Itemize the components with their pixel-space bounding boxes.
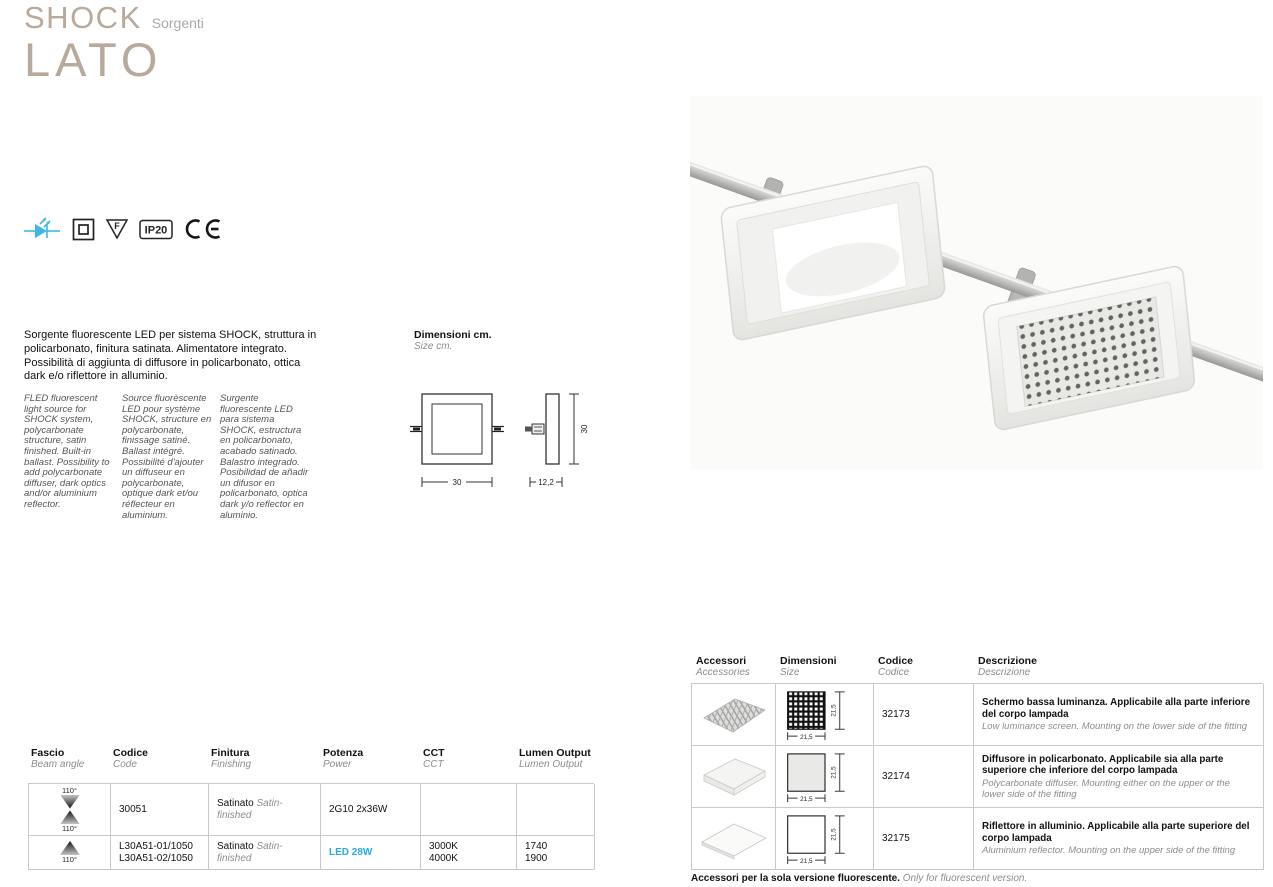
svg-text:21,5: 21,5 bbox=[799, 858, 813, 866]
accessory-image-cell bbox=[692, 808, 776, 870]
dimensions-title-en: Size cm. bbox=[414, 341, 453, 352]
beam-hourglass-icon bbox=[59, 795, 81, 824]
accessory-row-screen bbox=[692, 684, 1263, 746]
beam-angle-bottom: 110° bbox=[62, 855, 77, 864]
spec-row-led bbox=[29, 836, 594, 870]
svg-text:21,5: 21,5 bbox=[829, 766, 837, 779]
accessory-desc-cell: Riflettore in alluminio. Applicabile alla parte superiore del corpo lampada Aluminium reflector. Mounting on the upper side of the fitting bbox=[974, 808, 1264, 870]
spec-row-fluorescent bbox=[29, 784, 594, 836]
dimensions-title-it: Dimensioni cm. bbox=[414, 329, 492, 341]
beam-angle-bottom: 110° bbox=[62, 824, 77, 833]
f-mark-letter: F bbox=[114, 221, 120, 231]
cct-cell: 3000K 4000K bbox=[421, 836, 517, 870]
spec-table-header: Fascio Beam angle Codice Code Finitura Finishing Potenza Power CCT CCT Lumen Output Lumen Output bbox=[28, 747, 594, 770]
accessory-code-cell: 32175 bbox=[874, 808, 974, 870]
power-cell: LED 28W bbox=[321, 836, 421, 870]
page-header bbox=[24, 0, 204, 36]
accessory-code-cell: 32174 bbox=[874, 746, 974, 808]
power-cell: 2G10 2x36W bbox=[321, 784, 421, 836]
accessories-table bbox=[691, 655, 1263, 870]
footnote-english: Only for fluorescent version. bbox=[902, 873, 1028, 884]
accessory-dimension-cell bbox=[776, 746, 874, 808]
accessory-image-cell bbox=[692, 684, 776, 746]
accessory-code-cell: 32173 bbox=[874, 684, 974, 746]
ip20-icon bbox=[139, 219, 173, 240]
series-label: Sorgenti bbox=[151, 15, 204, 31]
col-codice: Codice bbox=[113, 747, 149, 759]
beam-angle-cell bbox=[29, 836, 111, 870]
accessory-row-reflector bbox=[692, 808, 1263, 870]
description-spanish: Surgente fluorescente LED para sistema SHOCK, estructura en policarbonato, acabado satinado. Balastro integrado. Posibilidad de añadir un difusor en policarbonato, optica dark y/o reflector en aluminio. bbox=[220, 393, 309, 521]
accessories-footnote bbox=[691, 873, 1027, 884]
certification-icons bbox=[24, 216, 223, 242]
f-mark-icon bbox=[105, 218, 129, 240]
cct-cell bbox=[421, 784, 517, 836]
brand-title: SHOCK bbox=[24, 0, 142, 35]
spec-table-body bbox=[28, 783, 594, 870]
ip-rating-label: IP20 bbox=[144, 224, 168, 236]
code-cell: 30051 bbox=[111, 784, 209, 836]
louvre-screen-icon bbox=[698, 691, 770, 739]
dimension-mini-drawing bbox=[777, 686, 873, 743]
accessories-header: Accessori Accessories Dimensioni Size Codice Codice Descrizione Descrizione bbox=[691, 655, 1263, 678]
svg-text:21,5: 21,5 bbox=[829, 704, 837, 717]
accessory-dimension-cell bbox=[776, 684, 874, 746]
dimension-mini-drawing bbox=[777, 810, 873, 867]
col-potenza: Potenza bbox=[323, 747, 364, 759]
product-photo-image bbox=[690, 96, 1263, 470]
ce-icon bbox=[183, 218, 223, 240]
led-source-icon bbox=[24, 217, 62, 241]
beam-angle-cell bbox=[29, 784, 111, 836]
description-translations bbox=[24, 394, 312, 521]
lumen-cell: 1740 1900 bbox=[517, 836, 595, 870]
col-codice-acc: Codice bbox=[878, 655, 914, 667]
finish-cell: Satinato Satin-finished bbox=[209, 836, 321, 870]
accessory-dimension-cell bbox=[776, 808, 874, 870]
lumen-cell bbox=[517, 784, 595, 836]
spec-table bbox=[28, 747, 594, 870]
col-lumen: Lumen Output bbox=[519, 747, 591, 759]
col-accessori: Accessori bbox=[696, 655, 747, 667]
beam-cone-icon bbox=[59, 841, 81, 855]
description-french: Source fluorèscente LED pour système SHOCK, structure en polycarbonate, finissage satiné. Ballast intégré. Possibilité d'ajouter un diffuseur en polycarbonate, optique dark et/ou réflecteur en aluminium. bbox=[122, 393, 212, 521]
diffuser-tray-icon bbox=[698, 753, 770, 801]
accessory-image-cell bbox=[692, 746, 776, 808]
reflector-plate-icon bbox=[698, 815, 770, 863]
accessory-row-diffuser bbox=[692, 746, 1263, 808]
col-dimensioni: Dimensioni bbox=[780, 655, 837, 667]
accessory-desc-cell: Schermo bassa luminanza. Applicabile alla parte inferiore del corpo lampada Low luminance screen. Mounting on the lower side of the fitting bbox=[974, 684, 1264, 746]
product-photo bbox=[690, 96, 1263, 470]
model-title: LATO bbox=[24, 33, 163, 86]
height-value: 30 bbox=[580, 424, 589, 434]
code-cell: L30A51-01/1050 L30A51-02/1050 bbox=[111, 836, 209, 870]
accessory-desc-cell: Diffusore in policarbonato. Applicabile sia alla parte superiore che inferiore del corpo lampada Polycarbonate diffuser. Mounting either on the upper or the lower side of the fitting bbox=[974, 746, 1264, 808]
depth-value: 12,2 bbox=[538, 478, 554, 487]
footnote-italian: Accessori per la sola versione fluorescente. bbox=[691, 873, 900, 884]
svg-text:21,5: 21,5 bbox=[829, 828, 837, 841]
description-italian: Sorgente fluorescente LED per sistema SHOCK, struttura in policarbonato, finitura satinata. Alimentatore integrato. Possibilità di aggiunta di diffusore in policarbonato, ottica dark e/o riflettore in alluminio. bbox=[24, 329, 317, 383]
col-finitura: Finitura bbox=[211, 747, 250, 759]
description-english: FLED fluorescent light source for SHOCK system, polycarbonate structure, satin finished. Built-in ballast. Possibility to add polycarbonate diffuser, dark optics and/or aluminium reflector. bbox=[24, 393, 110, 510]
col-cct: CCT bbox=[423, 747, 445, 759]
dimensions-label bbox=[414, 329, 492, 352]
dimension-mini-drawing bbox=[777, 748, 873, 805]
col-descrizione: Descrizione bbox=[978, 655, 1037, 667]
class-ii-icon bbox=[72, 218, 95, 241]
col-fascio: Fascio bbox=[31, 747, 65, 759]
dimension-drawing bbox=[410, 390, 620, 490]
svg-text:21,5: 21,5 bbox=[799, 734, 813, 742]
beam-angle-top: 110° bbox=[62, 786, 77, 795]
svg-text:21,5: 21,5 bbox=[799, 796, 813, 804]
front-width-value: 30 bbox=[452, 478, 462, 487]
accessories-body bbox=[691, 683, 1263, 870]
finish-cell: Satinato Satin-finished bbox=[209, 784, 321, 836]
